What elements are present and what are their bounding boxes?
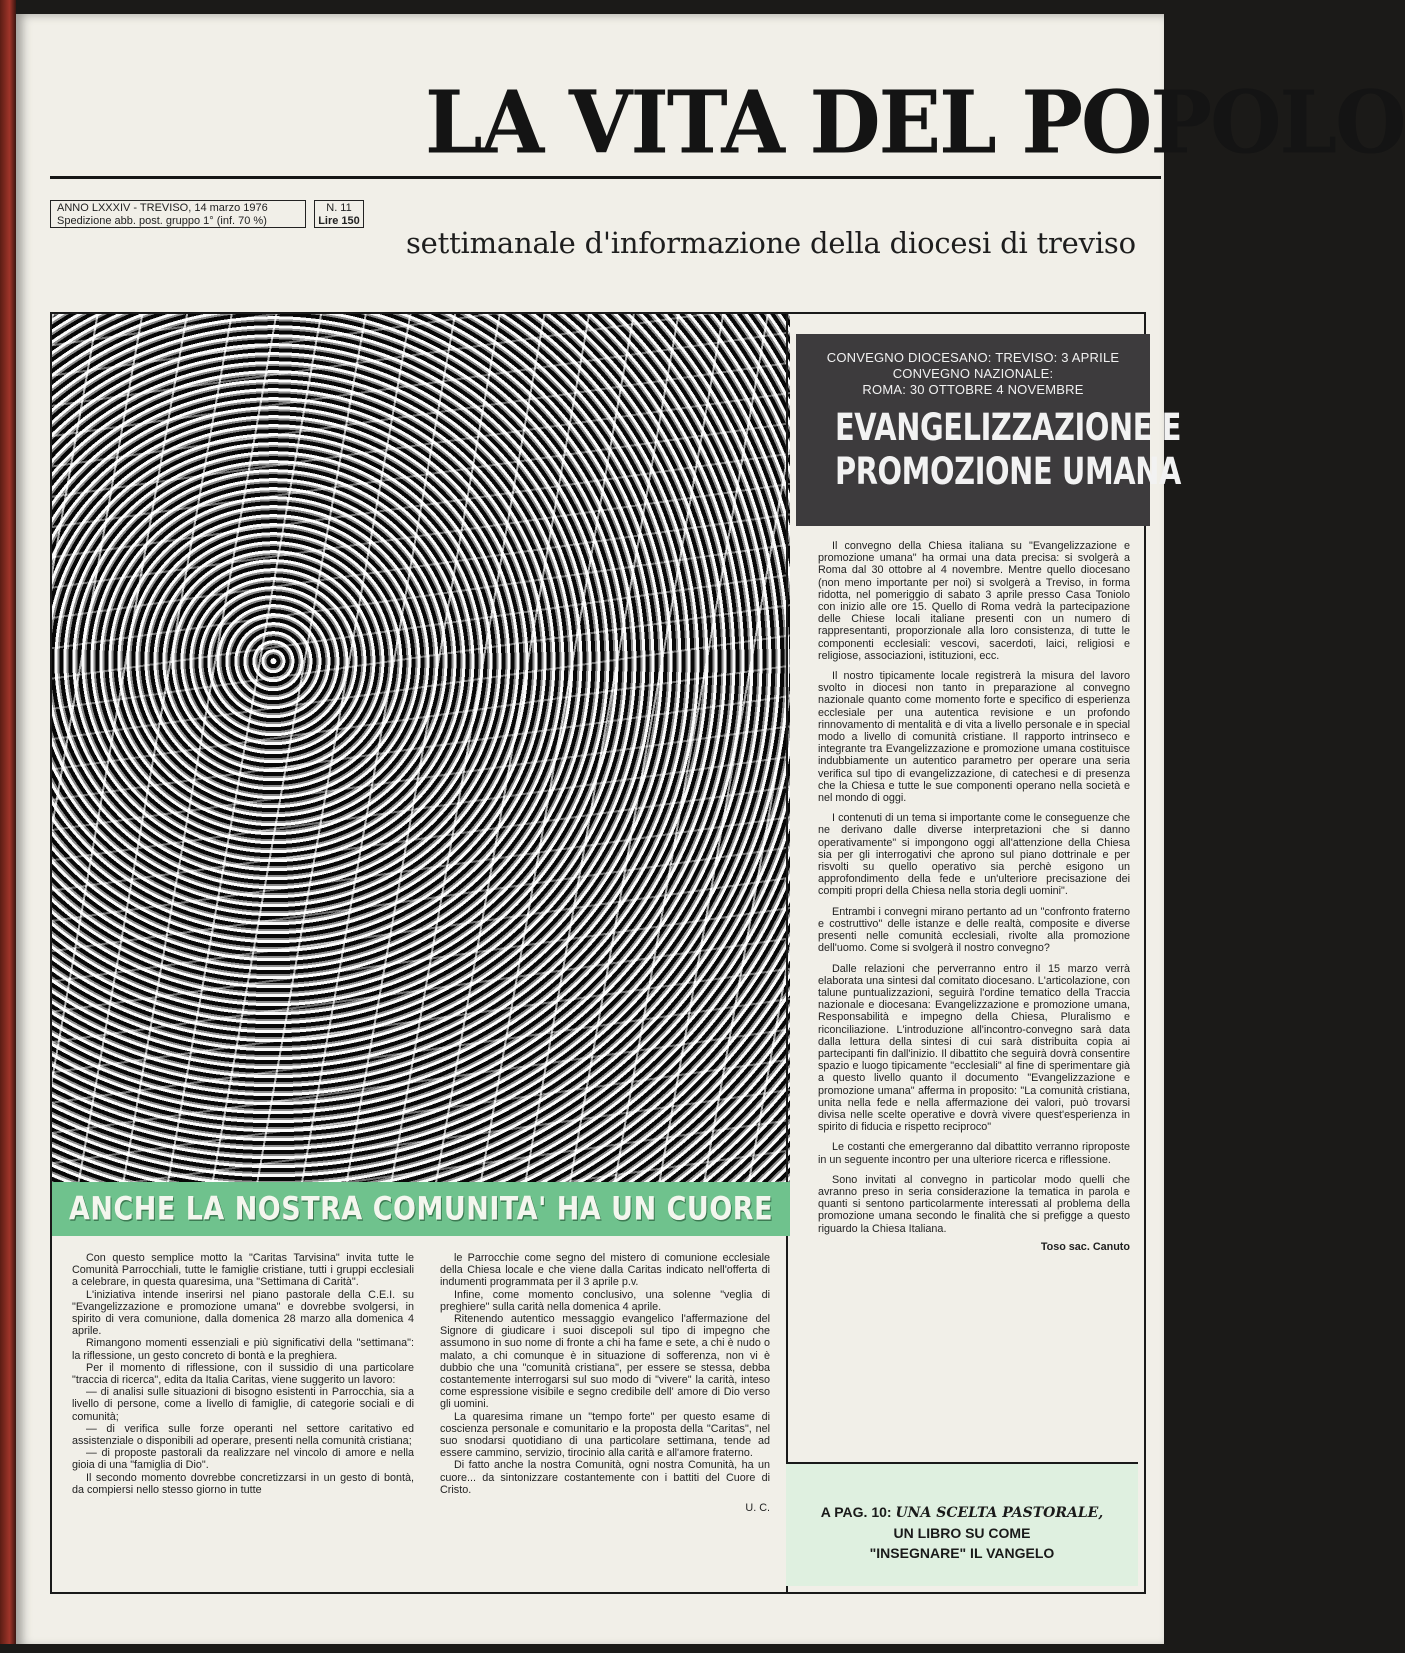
sidebar-paragraph: Le costanti che emergeranno dal dibattito verranno riproposte in un seguente incontro per una ulteriore ricerca e riflessione. [818, 1141, 1130, 1166]
kicker-line-3: ROMA: 30 OTTOBRE 4 NOVEMBRE [862, 382, 1084, 397]
sidebar-headline [834, 406, 1182, 494]
binding-edge [0, 0, 16, 1653]
article-paragraph: — di verifica sulle forze operanti nel settore caritativo ed assistenziale o disponibili ad operare, presenti nella comunità cristiana; [72, 1422, 414, 1448]
issue-info-line1: ANNO LXXXIV - TREVISO, 14 marzo 1976 [57, 202, 268, 214]
article-banner [52, 1182, 790, 1236]
crowd-photo [52, 314, 790, 1182]
article-column-1 [72, 1252, 414, 1496]
issue-price: Lire 150 [318, 215, 360, 227]
sidebar-article [818, 540, 1130, 1261]
promo-line-2: UN LIBRO SU COME [893, 1525, 1031, 1541]
sidebar-headline-box [796, 334, 1182, 526]
kicker-line-1: CONVEGNO DIOCESANO: TREVISO: 3 APRILE [826, 350, 1120, 365]
article-paragraph: Infine, come momento conclusivo, una solenne "veglia di preghiere" sulla carità nella domenica 4 aprile. [440, 1288, 770, 1313]
issue-info-box [50, 200, 306, 228]
sidebar-paragraph: Entrambi i convegni mirano pertanto ad un "confronto fraterno e costruttivo" delle istanze e delle realtà, composite e diverse presenti nelle comunità ecclesiali, rivolte alla promozione dell'uomo. Come si svolgerà il nostro convegno? [818, 905, 1130, 955]
article-paragraph: L'iniziativa intende inserirsi nel piano pastorale della C.E.I. su "Evangelizzazione e promozione umana" e dovrebbe svolgersi, in spirito di vera comunione, dalla domenica 28 marzo alla domenica 4 aprile. [72, 1288, 414, 1338]
issue-info-line2: Spedizione abb. post. gruppo 1° (inf. 70 %) [57, 215, 267, 227]
issue-number-box [314, 200, 364, 228]
article-paragraph: La quaresima rimane un "tempo forte" per questo esame di coscienza personale e comunitario e la proposta della "Caritas", nel suo snodarsi quotidiano di una particolare settimana, tende ad essere cammino, servizio, tirocinio alla carità e all'amore fraterno. [440, 1410, 770, 1460]
article-paragraph: Di fatto anche la nostra Comunità, ogni nostra Comunità, ha un cuore... da sintonizzare costantemente con i battiti del Cuore di Cristo. [440, 1459, 770, 1496]
promo-line-1 [786, 1502, 1138, 1523]
article-paragraph: Rimangono momenti essenziali e più significativi della "settimana": la riflessione, un gesto concreto di bontà e la preghiera. [72, 1337, 414, 1362]
masthead-rule [50, 176, 1161, 179]
sidebar-paragraph: Il nostro tipicamente locale registrerà la misura del lavoro svolto in diocesi non tanto in preparazione al convegno nazionale quanto come momento forte e specifico di esperienza ecclesiale per una autentica revisione e un profondo rinnovamento di mentalità e di vita a livello personale e in special modo a livello di comunità cristiane. Il rapporto intrinseco e integrante tra Evangelizzazione e promozione umana costituisce indubbiamente un autentico parametro per operare una seria verifica sul tipo di evangelizzazione, di catechesi e di presenza che la Chiesa e tutte le sue componenti operano nella società e nel mondo di oggi. [818, 670, 1130, 805]
article-column-2 [440, 1252, 770, 1514]
sidebar-kicker [796, 350, 1150, 398]
page-10-promo [786, 1462, 1138, 1586]
column-divider [786, 314, 788, 1592]
subtitle: settimanale d'informazione della diocesi di treviso [406, 226, 1136, 260]
sidebar-paragraph: Il convegno della Chiesa italiana su "Evangelizzazione e promozione umana" ha ormai una data precisa: si svolgerà a Roma dal 30 ottobre al 4 novembre. Mentre quello diocesano (non meno importante per noi) si svolgerà a Treviso, in forma ridotta, nel pomeriggio di sabato 3 aprile presso Casa Toniolo con inizio alle ore 15. Quello di Roma vedrà la partecipazione delle Chiese locali italiane presenti con un numero di rappresentanti, proporzionale alla loro consistenza, di tutte le componenti ecclesiali: vescovi, sacerdoti, laici, religiosi e religiose, associazioni, istituzioni, ecc. [818, 540, 1130, 662]
article-paragraph: — di proposte pastorali da realizzare nel vincolo di amore e nella gioia di una "famiglia di Dio". [72, 1447, 414, 1472]
article-paragraph: Con questo semplice motto la "Caritas Tarvisina" invita tutte le Comunità Parrocchiali, tutte le famiglie cristiane, tutti i gruppi ecclesiali a celebrare, in questa quaresima, una "Settimana di Carità". [72, 1252, 414, 1289]
article-paragraph: le Parrocchie come segno del mistero di comunione ecclesiale della Chiesa locale e che viene dalla Caritas indicato nell'offerta di indumenti programmata per il 3 aprile p.v. [440, 1252, 770, 1289]
kicker-line-2: CONVEGNO NAZIONALE: [892, 366, 1054, 381]
article-paragraph: Per il momento di riflessione, con il sussidio di una particolare "traccia di ricerca", edita da Italia Caritas, viene suggerito un lavoro: [72, 1361, 414, 1387]
sidebar-paragraph: I contenuti di un tema si importante come le conseguenze che ne derivano dalle diverse interpretazioni che si danno operativamente" si impongono oggi all'attenzione della Chiesa sia per gli interrogativi che aprono sul piano dottrinale e per risvolti su quello operativo sia perchè esigono un approfondimento della fede e un'ulteriore precisazione dei compiti propri della Chiesa nella storia degli uomini". [818, 812, 1130, 898]
promo-italic-title: UNA SCELTA PASTORALE, [895, 1505, 1104, 1521]
article-paragraph: Il secondo momento dovrebbe concretizzarsi in un gesto di bontà, da compiersi nello stesso giorno in tutte [72, 1471, 414, 1496]
promo-line-3: "INSEGNARE" IL VANGELO [869, 1545, 1055, 1561]
sidebar-paragraph: Dalle relazioni che perverranno entro il 15 marzo verrà elaborata una sintesi dal comitato diocesano. L'articolazione, con talune puntualizzazioni, seguirà l'ordine tematico della Traccia nazionale e diocesana: Evangelizzazione e promozione umana, Responsabilità e impegno della Chiesa, Pluralismo e riconciliazione. L'introduzione all'incontro-convegno sarà data dalla lettura della sintesi di cui sarà distribuita copia ai partecipanti fin dall'inizio. Il dibattito che seguirà dovrà consentire spazio e luogo tipicamente "ecclesiali" al fine di sperimentare già a questo livello quanto il documento "Evangelizzazione e promozione umana" afferma in proposito: "La comunità cristiana, unita nella fede e nella affermazione dei valori, può trovarsi divisa nelle scelte operative e dovrà vivere quest'esperienza in spirito di fiducia e rispetto reciproco" [818, 962, 1130, 1134]
article-paragraph: — di analisi sulle situazioni di bisogno esistenti in Parrocchia, sia a livello di persone, come a livello di famiglie, di categorie sociali e di comunità; [72, 1386, 414, 1423]
headline-line-2: PROMOZIONE UMANA [834, 450, 1181, 493]
promo-prefix: A PAG. 10: [820, 1504, 892, 1520]
article-paragraph: Ritenendo autentico messaggio evangelico l'affermazione del Signore di giudicare i suoi discepoli sul tipo di impegno che assumono in suo nome di fronte a chi ha fame e sete, a chi è nudo o malato, a chi comunque è in situazione di sofferenza, non vi è dubbio che una "comunità cristiana", per essere se stessa, debba costantemente interrogarsi sul suo modo di "vivere" la carità, inteso come espressione visibile e segno credibile dell' amore di Dio verso gli uomini. [440, 1313, 770, 1411]
article-headline: ANCHE LA NOSTRA COMUNITA' HA UN CUORE [68, 1190, 774, 1228]
sidebar-signature: Toso sac. Canuto [1040, 1240, 1130, 1253]
headline-line-1: EVANGELIZZAZIONE E [834, 406, 1182, 449]
issue-number: N. 11 [326, 202, 352, 214]
article-signature: U. C. [745, 1502, 770, 1515]
sidebar-paragraph: Sono invitati al convegno in particolar modo quelli che avranno preso in seria considerazione la tematica in parola e quanti si sentono particolarmente interessati al problema della promozione umana secondo le finalità che si prefigge a questo riguardo la Chiesa Italiana. [818, 1173, 1130, 1235]
page-bottom-edge [0, 1644, 1169, 1653]
masthead-title: LA VITA DEL POPOLO [425, 72, 1405, 174]
